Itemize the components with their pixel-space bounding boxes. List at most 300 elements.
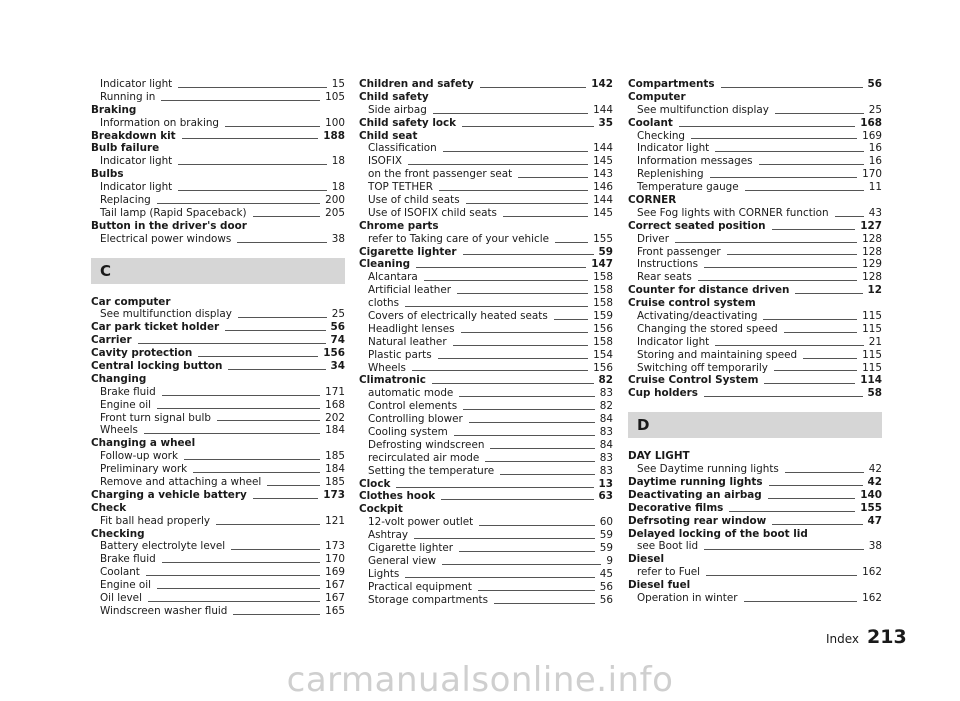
page-ref: 114 (860, 374, 882, 387)
page-ref: 165 (325, 604, 345, 617)
entry-label: Side airbag (368, 103, 427, 116)
page-ref: 47 (867, 514, 882, 527)
leader-line (769, 485, 863, 486)
leader-line (803, 358, 857, 359)
index-subentry (359, 529, 613, 542)
index-entry (91, 168, 345, 181)
page-ref: 202 (325, 411, 345, 424)
leader-line (453, 345, 589, 346)
page-ref: 156 (323, 347, 345, 360)
leader-line (715, 151, 864, 152)
index-subentry (359, 387, 613, 400)
page-ref: 56 (867, 77, 882, 90)
leader-line (178, 87, 327, 88)
entry-label: Wheels (368, 361, 406, 374)
leader-line (704, 396, 863, 397)
leader-line (727, 254, 858, 255)
leader-line (785, 472, 864, 473)
entry-label: Replenishing (637, 168, 704, 181)
page-ref: 38 (331, 232, 345, 245)
entry-label: 12-volt power outlet (368, 516, 474, 529)
entry-label: Follow-up work (100, 450, 178, 463)
index-entry (359, 91, 613, 104)
leader-line (157, 408, 320, 409)
entry-label: See Fog lights with CORNER function (637, 206, 829, 219)
index-subentry (628, 310, 882, 323)
entry-label: refer to Fuel (637, 566, 701, 579)
entry-label: Cavity protection (91, 347, 193, 360)
entry-label: Diesel (628, 553, 665, 566)
leader-line (774, 370, 857, 371)
index-subentry (91, 194, 345, 207)
page-ref: 169 (862, 129, 882, 142)
entry-label: Computer (628, 90, 686, 103)
index-subentry (359, 297, 613, 310)
index-subentry (359, 207, 613, 220)
leader-line (217, 420, 320, 421)
entry-label: Alcantara (368, 271, 418, 284)
index-subentry (628, 233, 882, 246)
index-entry (91, 334, 345, 347)
entry-label: Tail lamp (Rapid Spaceback) (100, 206, 247, 219)
footer-section-label: Index (826, 632, 860, 646)
index-subentry (91, 605, 345, 618)
leader-line (412, 370, 588, 371)
entry-label: Breakdown kit (91, 129, 176, 142)
index-entry (91, 220, 345, 233)
leader-line (729, 511, 855, 512)
entry-label: Lights (368, 567, 400, 580)
entry-label: Rear seats (637, 271, 692, 284)
entry-label: Indicator light (100, 77, 173, 90)
index-subentry (628, 463, 882, 476)
index-subentry (628, 271, 882, 284)
page-ref: 168 (860, 116, 882, 129)
index-entry (628, 220, 882, 233)
leader-line (479, 525, 595, 526)
leader-line (763, 319, 857, 320)
entry-label: Activating/deactivating (637, 310, 758, 323)
entry-label: Car park ticket holder (91, 321, 220, 334)
page-ref: 21 (868, 335, 882, 348)
entry-label: see Boot lid (637, 540, 699, 553)
leader-line (157, 203, 320, 204)
index-entry (628, 579, 882, 592)
leader-line (463, 409, 595, 410)
entry-label: Bulb failure (91, 142, 160, 155)
index-subentry (359, 362, 613, 375)
index-subentry (359, 555, 613, 568)
leader-line (772, 229, 856, 230)
index-subentry (91, 399, 345, 412)
entry-label: Storing and maintaining speed (637, 348, 798, 361)
page-ref: 38 (868, 540, 882, 553)
entry-label: Daytime running lights (628, 476, 763, 489)
page-ref: 200 (325, 194, 345, 206)
index-subentry (91, 412, 345, 425)
page-ref: 184 (325, 424, 345, 437)
leader-line (490, 448, 594, 449)
leader-line (253, 216, 321, 217)
entry-label: Controlling blower (368, 413, 463, 426)
entry-label: Indicator light (100, 181, 173, 194)
leader-line (231, 549, 320, 550)
leader-line (775, 113, 864, 114)
leader-line (706, 575, 857, 576)
leader-line (414, 538, 595, 539)
index-subentry (359, 323, 613, 336)
page-ref: 84 (599, 438, 613, 451)
index-entry (359, 130, 613, 143)
page-ref: 128 (862, 245, 882, 258)
entry-label: Covers of electrically heated seats (368, 310, 548, 323)
index-subentry (359, 155, 613, 168)
index-subentry (91, 207, 345, 220)
leader-line (442, 564, 601, 565)
entry-label: Temperature gauge (637, 181, 739, 194)
entry-label: See multifunction display (637, 103, 769, 116)
leader-line (396, 487, 593, 488)
entry-label: Wheels (100, 424, 138, 437)
index-entry (359, 491, 613, 504)
page-ref: 145 (593, 206, 613, 219)
entry-label: Children and safety (359, 77, 474, 90)
index-subentry (91, 233, 345, 246)
entry-label: General view (368, 554, 437, 567)
page-ref: 142 (591, 77, 613, 90)
entry-label: Changing the stored speed (637, 322, 778, 335)
page-ref: 42 (868, 463, 882, 476)
index-subentry (359, 426, 613, 439)
page-ref: 59 (599, 542, 613, 555)
page-ref: 170 (325, 553, 345, 566)
page-ref: 168 (325, 398, 345, 411)
index-entry (359, 220, 613, 233)
entry-label: See Daytime running lights (637, 463, 779, 476)
page-ref: 144 (593, 103, 613, 116)
entry-label: Child safety lock (359, 116, 457, 129)
index-subentry (628, 566, 882, 579)
leader-line (784, 332, 857, 333)
entry-label: Headlight lenses (368, 322, 455, 335)
page-ref: 105 (325, 90, 345, 103)
leader-line (459, 396, 594, 397)
entry-label: Front passenger (637, 245, 721, 258)
leader-line (463, 254, 594, 255)
leader-line (745, 190, 864, 191)
entry-label: Switching off temporarily (637, 361, 768, 374)
page-ref: 59 (599, 529, 613, 542)
leader-line (715, 345, 864, 346)
leader-line (233, 614, 320, 615)
leader-line (182, 138, 319, 139)
leader-line (146, 575, 320, 576)
entry-label: Car computer (91, 295, 171, 308)
entry-label: Setting the temperature (368, 464, 495, 477)
page-ref: 74 (330, 334, 345, 347)
page-ref: 115 (862, 310, 882, 323)
entry-label: Central locking button (91, 360, 223, 373)
page-ref: 43 (868, 206, 882, 219)
page-ref: 56 (599, 593, 613, 606)
index-entry (359, 374, 613, 387)
index-subentry (91, 515, 345, 528)
leader-line (675, 242, 857, 243)
index-subentry (628, 349, 882, 362)
leader-line (225, 330, 325, 331)
page-ref: 56 (599, 580, 613, 593)
entry-label: Engine oil (100, 579, 152, 592)
page-ref: 115 (862, 322, 882, 335)
leader-line (138, 343, 326, 344)
index-entry (628, 374, 882, 387)
entry-label: Clock (359, 477, 391, 490)
index-entry (91, 502, 345, 515)
index-entry (359, 478, 613, 491)
index-subentry (359, 168, 613, 181)
index-entry (359, 117, 613, 130)
entry-label: Check (91, 501, 127, 514)
page-ref: 15 (331, 77, 345, 90)
leader-line (691, 138, 857, 139)
index-entry (628, 117, 882, 130)
page-ref: 162 (862, 566, 882, 579)
leader-line (503, 216, 588, 217)
index-subentry (628, 362, 882, 375)
index-subentry (91, 579, 345, 592)
entry-label: Brake fluid (100, 553, 156, 566)
entry-label: Cruise Control System (628, 374, 759, 387)
entry-label: Fit ball head properly (100, 514, 211, 527)
entry-label: Electrical power windows (100, 232, 232, 245)
index-subentry (359, 439, 613, 452)
leader-line (267, 485, 320, 486)
page-ref: 121 (325, 514, 345, 527)
leader-line (795, 293, 862, 294)
leader-line (462, 126, 593, 127)
leader-line (457, 293, 588, 294)
index-entry (628, 450, 882, 463)
index-subentry (91, 553, 345, 566)
entry-label: Coolant (628, 116, 673, 129)
index-subentry (91, 450, 345, 463)
index-subentry (91, 463, 345, 476)
page-ref: 147 (591, 258, 613, 271)
leader-line (408, 164, 588, 165)
leader-line (405, 577, 594, 578)
leader-line (704, 549, 864, 550)
entry-label: recirculated air mode (368, 451, 480, 464)
entry-label: Information messages (637, 155, 753, 168)
index-subentry (359, 142, 613, 155)
page-ref: 34 (330, 360, 345, 373)
index-subentry (359, 271, 613, 284)
index-subentry (628, 541, 882, 554)
page-ref: 9 (606, 554, 613, 567)
page-ref: 16 (868, 155, 882, 168)
entry-label: Indicator light (637, 142, 710, 155)
watermark: carmanualsonline.info (286, 660, 674, 700)
entry-label: Control elements (368, 400, 458, 413)
index-subentry (359, 284, 613, 297)
entry-label: Cooling system (368, 426, 448, 439)
index-column-2 (359, 78, 613, 607)
entry-label: Clothes hook (359, 490, 436, 503)
index-subentry (91, 155, 345, 168)
leader-line (157, 588, 320, 589)
page-ref: 159 (593, 310, 613, 323)
index-entry (628, 91, 882, 104)
leader-line (438, 358, 589, 359)
index-subentry (628, 323, 882, 336)
entry-label: Practical equipment (368, 580, 472, 593)
page-ref: 129 (862, 258, 882, 271)
page-ref: 156 (593, 322, 613, 335)
index-entry (91, 373, 345, 386)
entry-label: Information on braking (100, 116, 220, 129)
entry-label: Changing (91, 372, 147, 385)
leader-line (704, 267, 857, 268)
letter-heading: D (628, 412, 882, 438)
page-ref: 170 (862, 168, 882, 181)
page-ref: 60 (599, 516, 613, 529)
index-entry (628, 476, 882, 489)
leader-line (759, 164, 864, 165)
index-subentry (91, 476, 345, 489)
page-ref: 16 (868, 142, 882, 155)
entry-label: Defrsoting rear window (628, 514, 767, 527)
entry-label: Storage compartments (368, 593, 489, 606)
page-ref: 144 (593, 194, 613, 206)
leader-line (216, 524, 320, 525)
leader-line (198, 356, 318, 357)
index-subentry (359, 194, 613, 207)
index-subentry (91, 424, 345, 437)
entry-label: Front turn signal bulb (100, 411, 211, 424)
index-subentry (359, 594, 613, 607)
index-subentry (359, 581, 613, 594)
leader-line (443, 151, 588, 152)
page-ref: 154 (593, 348, 613, 361)
index-subentry (359, 336, 613, 349)
index-subentry (359, 542, 613, 555)
page-ref: 42 (867, 476, 882, 489)
page-ref: 45 (599, 567, 613, 580)
page-ref: 82 (598, 374, 613, 387)
index-subentry (359, 400, 613, 413)
entry-label: Changing a wheel (91, 437, 196, 450)
entry-label: Compartments (628, 77, 715, 90)
index-subentry (359, 516, 613, 529)
entry-label: Running in (100, 90, 156, 103)
entry-label: Button in the driver's door (91, 219, 247, 232)
entry-label: Counter for distance driven (628, 284, 790, 297)
entry-label: Chrome parts (359, 219, 439, 232)
page-ref: 59 (598, 245, 613, 258)
page-ref: 158 (593, 335, 613, 348)
index-subentry (91, 308, 345, 321)
page-ref: 167 (325, 579, 345, 592)
page-ref: 158 (593, 297, 613, 310)
leader-line (238, 317, 327, 318)
entry-label: Diesel fuel (628, 579, 691, 592)
leader-line (485, 461, 594, 462)
leader-line (416, 267, 586, 268)
entry-label: Indicator light (637, 335, 710, 348)
leader-line (461, 332, 589, 333)
entry-label: Defrosting windscreen (368, 438, 485, 451)
page-ref: 18 (331, 181, 345, 194)
page-ref: 169 (325, 566, 345, 579)
index-entry (91, 528, 345, 541)
index-subentry (628, 181, 882, 194)
page-ref: 25 (331, 308, 345, 321)
leader-line (721, 87, 863, 88)
entry-label: Braking (91, 103, 137, 116)
entry-label: Checking (637, 129, 686, 142)
index-subentry (628, 130, 882, 143)
page-ref: 171 (325, 385, 345, 398)
leader-line (193, 472, 320, 473)
index-entry (359, 246, 613, 259)
index-subentry (359, 465, 613, 478)
index-subentry (91, 181, 345, 194)
index-entry (359, 258, 613, 271)
index-subentry (91, 78, 345, 91)
page-ref: 100 (325, 116, 345, 129)
index-subentry (91, 91, 345, 104)
page-ref: 158 (593, 284, 613, 297)
page-ref: 158 (593, 271, 613, 284)
leader-line (698, 280, 857, 281)
index-entry (628, 297, 882, 310)
entry-label: Oil level (100, 592, 142, 605)
entry-label: Delayed locking of the boot lid (628, 527, 808, 540)
leader-line (225, 126, 320, 127)
leader-line (405, 306, 588, 307)
leader-line (454, 435, 595, 436)
page-ref: 188 (323, 129, 345, 142)
entry-label: Decorative films (628, 501, 724, 514)
index-subentry (91, 386, 345, 399)
leader-line (466, 203, 588, 204)
entry-label: cloths (368, 297, 400, 310)
page-ref: 83 (599, 451, 613, 464)
leader-line (432, 383, 594, 384)
index-subentry (359, 568, 613, 581)
leader-line (237, 242, 326, 243)
leader-line (768, 498, 856, 499)
page-ref: 143 (593, 168, 613, 181)
entry-label: Battery electrolyte level (100, 540, 226, 553)
index-subentry (628, 592, 882, 605)
index-subentry (628, 168, 882, 181)
index-subentry (91, 117, 345, 130)
leader-line (478, 590, 595, 591)
index-column-3 (628, 78, 882, 605)
index-entry (91, 347, 345, 360)
index-entry (91, 130, 345, 143)
index-entry (628, 387, 882, 400)
index-entry (628, 489, 882, 502)
entry-label: Instructions (637, 258, 699, 271)
entry-label: Child seat (359, 129, 418, 142)
entry-label: Plastic parts (368, 348, 432, 361)
leader-line (518, 177, 588, 178)
leader-line (424, 280, 588, 281)
index-subentry (628, 155, 882, 168)
index-subentry (359, 413, 613, 426)
